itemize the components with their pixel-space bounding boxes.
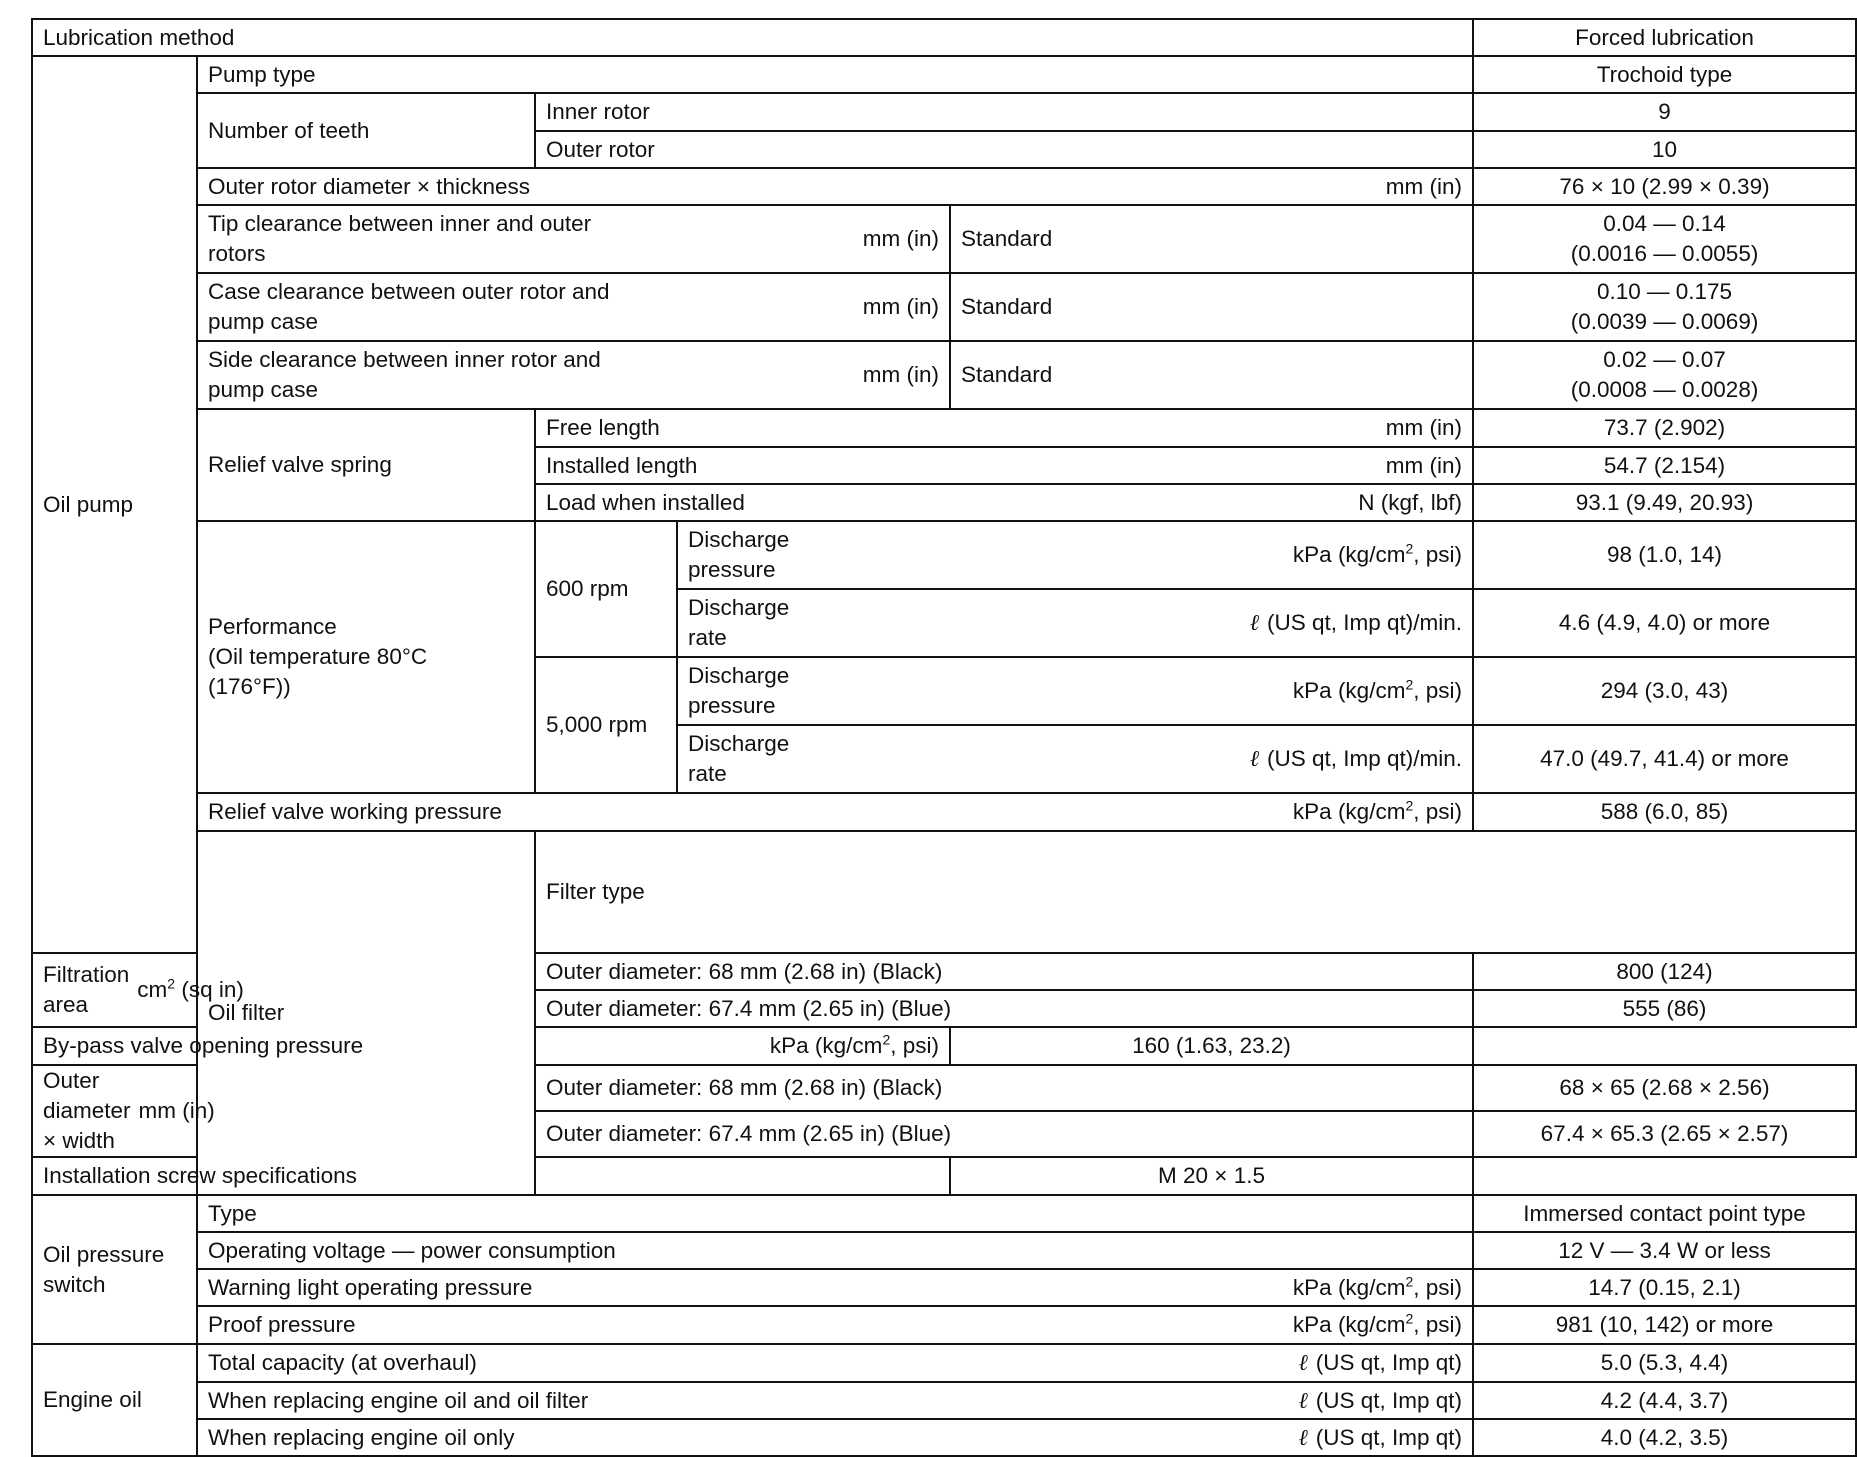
table-row: [32, 205, 1856, 273]
rpm5000-rate-label2: rate: [688, 761, 727, 786]
filtration-area-unit: [137, 975, 244, 1005]
liter-symbol: ℓ: [1298, 1387, 1308, 1413]
rpm600-pressure-value: 98 (1.0, 14): [1473, 521, 1856, 589]
table-row: [32, 831, 1856, 953]
side-clearance-label-line2: pump case: [208, 377, 319, 402]
side-clearance-value-mm: 0.02 — 0.07: [1603, 347, 1726, 372]
free-length-value: 73.7 (2.902): [1473, 409, 1856, 447]
voltage-value: 12 V — 3.4 W or less: [1473, 1232, 1856, 1269]
unit-text: (US qt, Imp qt)/min.: [1266, 746, 1463, 771]
section-label-line2: switch: [43, 1271, 106, 1297]
lubrication-method-label: Lubrication method: [32, 19, 1473, 56]
side-clearance-unit: mm (in): [862, 362, 939, 387]
bypass-label: By-pass valve opening pressure: [43, 1033, 364, 1058]
filtration-area-cell: [32, 953, 244, 1027]
with-filter-label: When replacing engine oil and oil filter: [208, 1387, 589, 1413]
table-row: [32, 273, 1856, 341]
warning-pressure-unit: [1293, 1273, 1462, 1303]
tip-clearance-label-line1: Tip clearance between inner and outer: [208, 211, 592, 236]
table-row: [32, 56, 1856, 93]
load-installed-unit: N (kgf, lbf): [1358, 489, 1463, 515]
unit-text: , psi): [1413, 1312, 1463, 1337]
screw-label: Installation screw specifications: [32, 1157, 950, 1195]
relief-spring-label: Relief valve spring: [197, 409, 535, 521]
warning-pressure-label: Warning light operating pressure: [208, 1274, 533, 1300]
tip-clearance-value-mm: 0.04 — 0.14: [1603, 211, 1726, 236]
table-row: [32, 1269, 1856, 1306]
rpm5000-rate-value: 47.0 (49.7, 41.4) or more: [1473, 725, 1856, 793]
table-row: [32, 793, 1856, 831]
liter-symbol: ℓ: [1298, 1350, 1308, 1375]
filter-type-label: Filter type: [535, 831, 1856, 953]
bypass-unit: [770, 1031, 939, 1061]
installed-length-value: 54.7 (2.154): [1473, 447, 1856, 484]
outer-dim-label-line1: Outer diameter: [43, 1068, 131, 1123]
screw-value: M 20 × 1.5: [950, 1157, 1473, 1195]
warning-pressure-value: 14.7 (0.15, 2.1): [1473, 1269, 1856, 1306]
case-clearance-unit: mm (in): [862, 294, 939, 319]
rotor-size-unit: mm (in): [1385, 173, 1463, 199]
proof-pressure-cell: [197, 1306, 1473, 1344]
rpm600-pressure-label2: pressure: [688, 557, 776, 582]
performance-label: [197, 521, 535, 793]
rpm5000-pressure-label2: pressure: [688, 693, 776, 718]
rotor-size-cell: [197, 168, 1473, 205]
liter-symbol: ℓ: [1249, 610, 1259, 635]
switch-type-label: Type: [197, 1195, 1473, 1232]
rpm5000-pressure-cell: [677, 657, 1473, 725]
proof-pressure-value: 981 (10, 142) or more: [1473, 1306, 1856, 1344]
unit-text: kPa (kg/cm: [1292, 678, 1406, 703]
outer-dim-black-label: Outer diameter: 68 mm (2.68 in) (Black): [535, 1065, 1473, 1111]
rpm5000-pressure-label1: Discharge: [688, 663, 790, 688]
installed-length-cell: [535, 447, 1473, 484]
outer-dim-black-value: 68 × 65 (2.68 × 2.56): [1473, 1065, 1856, 1111]
case-clearance-label-line2: pump case: [208, 309, 319, 334]
rotor-size-value: 76 × 10 (2.99 × 0.39): [1473, 168, 1856, 205]
relief-pressure-cell: [197, 793, 1473, 831]
unit-text: kPa (kg/cm: [1292, 799, 1406, 824]
rpm-5000-label: 5,000 rpm: [535, 657, 677, 793]
outer-rotor-label: Outer rotor: [535, 131, 1473, 168]
relief-pressure-unit: [1293, 797, 1462, 827]
side-clearance-value-in: (0.0008 — 0.0028): [1570, 377, 1759, 402]
section-label-line1: Oil pressure: [43, 1241, 165, 1267]
inner-rotor-label: Inner rotor: [535, 93, 1473, 131]
tip-clearance-label-line2: rotors: [208, 241, 266, 266]
proof-pressure-unit: [1293, 1310, 1462, 1340]
filtration-blue-value: 555 (86): [1473, 990, 1856, 1027]
outer-dim-blue-value: 67.4 × 65.3 (2.65 × 2.57): [1473, 1111, 1856, 1157]
bypass-cell: [32, 1027, 950, 1065]
table-row: [32, 1232, 1856, 1269]
performance-label-line3: (176°F)): [208, 674, 291, 699]
outer-dim-label-line2: × width: [43, 1128, 115, 1153]
total-capacity-label: Total capacity (at overhaul): [208, 1350, 477, 1375]
rpm5000-rate-unit: [1250, 744, 1462, 774]
case-clearance-label-line1: Case clearance between outer rotor and: [208, 279, 610, 304]
unit-superscript: 2: [882, 1031, 891, 1048]
oil-only-value: 4.0 (4.2, 3.5): [1473, 1419, 1856, 1456]
rpm600-rate-value: 4.6 (4.9, 4.0) or more: [1473, 589, 1856, 657]
liter-symbol: ℓ: [1298, 1424, 1308, 1450]
oil-only-unit: [1298, 1423, 1462, 1453]
unit-superscript: 2: [1405, 1310, 1414, 1327]
oil-only-label: When replacing engine oil only: [208, 1424, 515, 1450]
proof-pressure-label: Proof pressure: [208, 1312, 356, 1337]
free-length-label: Free length: [546, 415, 660, 440]
oil-only-cell: [197, 1419, 1473, 1456]
liter-symbol: ℓ: [1249, 746, 1259, 771]
unit-superscript: 2: [1405, 797, 1414, 814]
relief-pressure-value: 588 (6.0, 85): [1473, 793, 1856, 831]
side-clearance-label-line1: Side clearance between inner rotor and: [208, 347, 601, 372]
unit-text: , psi): [1413, 799, 1463, 824]
unit-text: cm: [137, 977, 168, 1002]
rpm600-pressure-unit: [1293, 540, 1462, 570]
inner-rotor-value: 9: [1473, 93, 1856, 131]
number-of-teeth-label: Number of teeth: [197, 93, 535, 168]
filtration-black-label: Outer diameter: 68 mm (2.68 in) (Black): [535, 953, 1473, 990]
engine-oil-section-label: Engine oil: [32, 1344, 197, 1456]
relief-pressure-label: Relief valve working pressure: [208, 799, 502, 824]
total-capacity-unit: [1298, 1348, 1462, 1378]
unit-text: , psi): [1413, 542, 1463, 567]
unit-text: kPa (kg/cm: [769, 1033, 883, 1058]
table-row: [32, 1195, 1856, 1232]
unit-superscript: 2: [1405, 676, 1414, 693]
free-length-cell: [535, 409, 1473, 447]
with-filter-value: 4.2 (4.4, 3.7): [1473, 1382, 1856, 1419]
oil-filter-section-label: Oil filter: [197, 831, 535, 1195]
load-installed-label: Load when installed: [546, 489, 745, 515]
installed-length-unit: mm (in): [1385, 452, 1463, 478]
unit-superscript: 2: [167, 975, 176, 992]
tip-clearance-cell: [197, 205, 950, 273]
outer-dim-unit: mm (in): [138, 1098, 215, 1123]
load-installed-cell: [535, 484, 1473, 521]
side-clearance-standard: Standard: [950, 341, 1473, 409]
installed-length-label: Installed length: [546, 452, 698, 478]
case-clearance-value: [1473, 273, 1856, 341]
oil-pressure-switch-section-label: [32, 1195, 197, 1344]
table-row: [32, 1157, 1856, 1195]
filtration-black-value: 800 (124): [1473, 953, 1856, 990]
filtration-blue-label: Outer diameter: 67.4 mm (2.65 in) (Blue): [535, 990, 1473, 1027]
unit-text: (US qt, Imp qt): [1315, 1424, 1463, 1450]
rpm-600-label: 600 rpm: [535, 521, 677, 657]
with-filter-unit: [1298, 1386, 1462, 1416]
load-installed-value: 93.1 (9.49, 20.93): [1473, 484, 1856, 521]
rpm600-pressure-label1: Discharge: [688, 527, 790, 552]
table-row: [32, 521, 1856, 589]
unit-text: , psi): [890, 1033, 939, 1058]
outer-dim-cell: [32, 1065, 215, 1157]
unit-text: kPa (kg/cm: [1292, 1274, 1406, 1300]
table-row: [32, 93, 1856, 131]
table-row: [32, 1344, 1856, 1382]
table-row: [32, 168, 1856, 205]
outer-dim-blue-label: Outer diameter: 67.4 mm (2.65 in) (Blue): [535, 1111, 1473, 1157]
tip-clearance-value: [1473, 205, 1856, 273]
voltage-label: Operating voltage — power consumption: [197, 1232, 1473, 1269]
rpm5000-rate-label1: Discharge: [688, 731, 790, 756]
total-capacity-value: 5.0 (5.3, 4.4): [1473, 1344, 1856, 1382]
table-row: [32, 341, 1856, 409]
case-clearance-value-in: (0.0039 — 0.0069): [1570, 309, 1759, 334]
rpm600-rate-unit: [1250, 608, 1462, 638]
table-row: [32, 1027, 1856, 1065]
case-clearance-value-mm: 0.10 — 0.175: [1596, 279, 1733, 304]
rpm5000-rate-cell: [677, 725, 1473, 793]
case-clearance-cell: [197, 273, 950, 341]
tip-clearance-value-in: (0.0016 — 0.0055): [1570, 241, 1759, 266]
unit-text: (sq in): [175, 977, 244, 1002]
bypass-value: 160 (1.63, 23.2): [950, 1027, 1473, 1065]
rpm600-pressure-cell: [677, 521, 1473, 589]
rotor-size-label: Outer rotor diameter × thickness: [208, 173, 531, 199]
unit-text: (US qt, Imp qt): [1315, 1387, 1463, 1413]
rpm5000-pressure-value: 294 (3.0, 43): [1473, 657, 1856, 725]
rpm600-rate-label1: Discharge: [688, 595, 790, 620]
side-clearance-value: [1473, 341, 1856, 409]
performance-label-line2: (Oil temperature 80°C: [208, 644, 428, 669]
side-clearance-cell: [197, 341, 950, 409]
unit-superscript: 2: [1405, 540, 1414, 557]
tip-clearance-unit: mm (in): [862, 226, 939, 251]
rpm600-rate-cell: [677, 589, 1473, 657]
unit-text: , psi): [1413, 1274, 1463, 1300]
table-row: [32, 409, 1856, 447]
performance-label-line1: Performance: [208, 614, 337, 639]
table-row: [32, 1306, 1856, 1344]
oil-pump-section-label: Oil pump: [32, 56, 197, 953]
pump-type-label: Pump type: [197, 56, 1473, 93]
rpm600-rate-label2: rate: [688, 625, 727, 650]
table-row: [32, 1382, 1856, 1419]
free-length-unit: mm (in): [1385, 415, 1463, 440]
table-row: [32, 19, 1856, 56]
warning-pressure-cell: [197, 1269, 1473, 1306]
with-filter-cell: [197, 1382, 1473, 1419]
lubrication-spec-table: [31, 18, 1857, 1457]
switch-type-value: Immersed contact point type: [1473, 1195, 1856, 1232]
unit-text: , psi): [1413, 678, 1463, 703]
case-clearance-standard: Standard: [950, 273, 1473, 341]
filtration-area-label: Filtration area: [43, 962, 130, 1017]
unit-text: (US qt, Imp qt)/min.: [1266, 610, 1463, 635]
pump-type-value: Trochoid type: [1473, 56, 1856, 93]
unit-text: kPa (kg/cm: [1292, 542, 1406, 567]
unit-text: kPa (kg/cm: [1292, 1312, 1406, 1337]
outer-rotor-value: 10: [1473, 131, 1856, 168]
unit-superscript: 2: [1405, 1273, 1414, 1289]
unit-text: (US qt, Imp qt): [1315, 1350, 1463, 1375]
tip-clearance-standard: Standard: [950, 205, 1473, 273]
table-row: [32, 1419, 1856, 1456]
lubrication-method-value: Forced lubrication: [1473, 19, 1856, 56]
rpm5000-pressure-unit: [1293, 676, 1462, 706]
total-capacity-cell: [197, 1344, 1473, 1382]
